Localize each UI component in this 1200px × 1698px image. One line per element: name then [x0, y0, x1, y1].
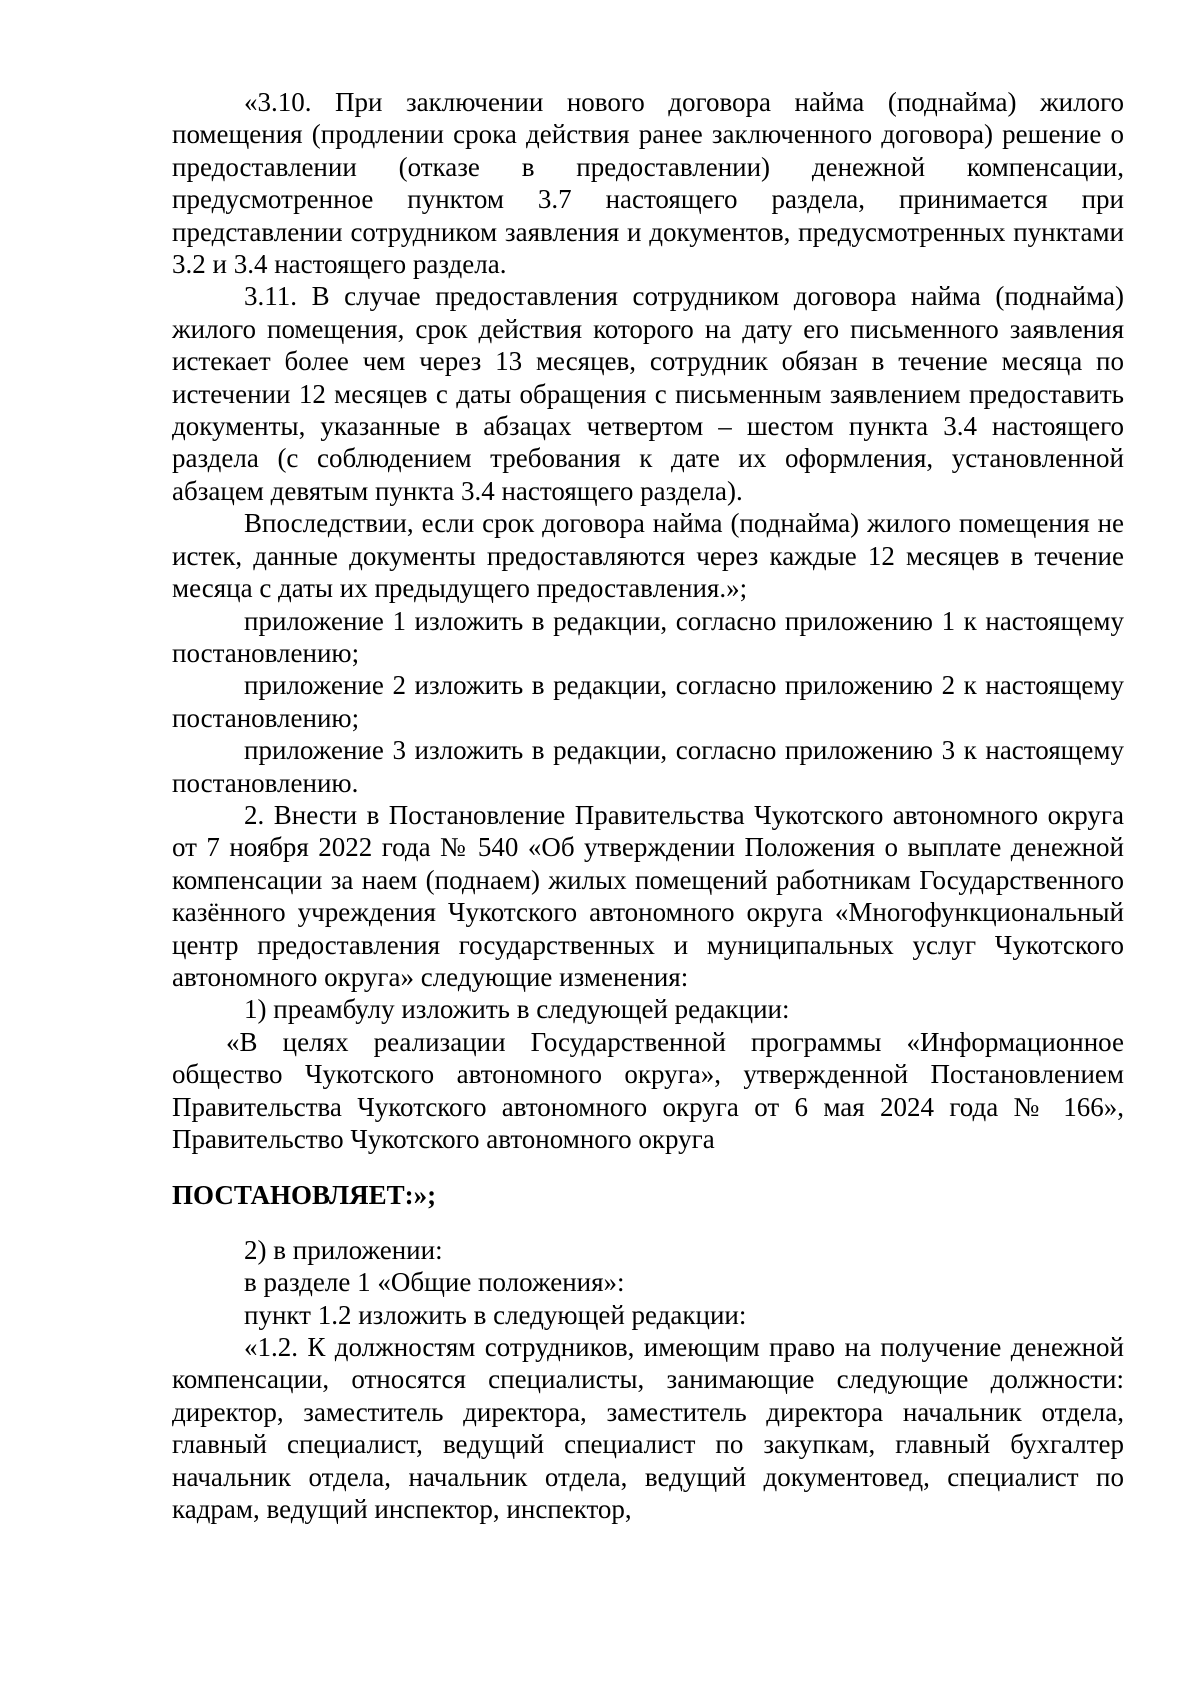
- paragraph-preamble-text: «В целях реализации Государственной программы «Информационное общество Чукотского автономного округа», утвержденной Постановлением Правительства Чукотского автономного округа от 6 мая 2024 года № 166», Правительство Чукотского автономного округа: [172, 1026, 1124, 1154]
- paragraph-appendix-1: приложение 1 изложить в редакции, согласно приложению 1 к настоящему постановлению;: [172, 605, 1124, 668]
- paragraph-in-appendix: 2) в приложении:: [244, 1234, 443, 1265]
- paragraph-item-2: 2. Внести в Постановление Правительства Чукотского автономного округа от 7 ноября 2022 года № 540 «Об утверждении Положения о выплате денежной компенсации за наем (поднаем) жилых помещений работникам Государственного казённого учреждения Чукотского автономного округа «Многофункциональный центр предоставления государственных и муниципальных услуг Чукотского автономного округа» следующие изменения:: [172, 799, 1124, 992]
- paragraph-1-2-text: «1.2. К должностям сотрудников, имеющим право на получение денежной компенсации, относятся специалисты, занимающие следующие должности: директор, заместитель директора, заместитель директора начальник отдела, главный специалист, ведущий специалист по закупкам, главный бухгалтер начальник отдела, начальник отдела, ведущий документовед, специалист по кадрам, ведущий инспектор, инспектор,: [172, 1332, 1124, 1525]
- paragraph-subsequently: Впоследствии, если срок договора найма (поднайма) жилого помещения не истек, данные документы предоставляются через каждые 12 месяцев в течение месяца с даты их предыдущего предоставления.»;: [172, 508, 1124, 604]
- paragraph-section-1: в разделе 1 «Общие положения»:: [244, 1267, 625, 1298]
- paragraph-3-10: «3.10. При заключении нового договора найма (поднайма) жилого помещения (продлении срока действия ранее заключенного договора) решение о предоставлении (отказе в предоставлении) денежной компенсации, предусмотренное пунктом 3.7 настоящего раздела, принимается при представлении сотрудником заявления и документов, предусмотренных пунктами 3.2 и 3.4 настоящего раздела.: [172, 87, 1124, 280]
- paragraph-appendix-2: приложение 2 изложить в редакции, согласно приложению 2 к настоящему постановлению;: [172, 670, 1124, 733]
- paragraph-preamble-intro: 1) преамбулу изложить в следующей редакции:: [244, 994, 790, 1025]
- paragraph-point-1-2: пункт 1.2 изложить в следующей редакции:: [244, 1299, 747, 1330]
- resolution-heading: ПОСТАНОВЛЯЕТ:»;: [172, 1180, 437, 1211]
- paragraph-3-11: 3.11. В случае предоставления сотрудником договора найма (поднайма) жилого помещения, срок действия которого на дату его письменного заявления истекает более чем через 13 месяцев, сотрудник обязан в течение месяца по истечении 12 месяцев с даты обращения с письменным заявлением предоставить документы, указанные в абзацах четвертом – шестом пункта 3.4 настоящего раздела (с соблюдением требования к дате их оформления, установленной абзацем девятым пункта 3.4 настоящего раздела).: [172, 281, 1124, 506]
- paragraph-appendix-3: приложение 3 изложить в редакции, согласно приложению 3 к настоящему постановлению.: [172, 735, 1124, 798]
